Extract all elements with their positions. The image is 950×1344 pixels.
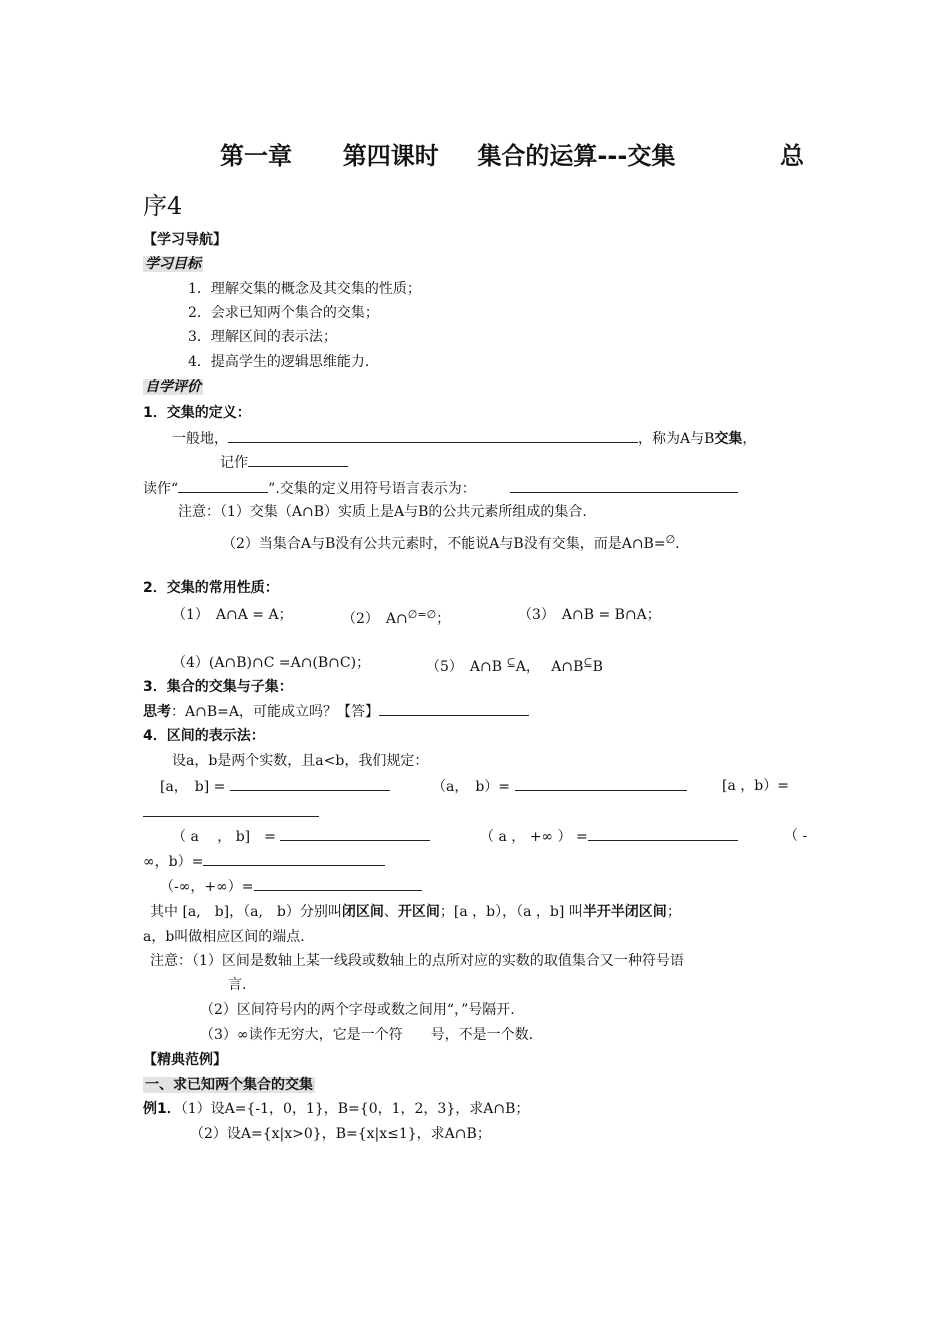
s4-names-g: ； (666, 904, 681, 920)
title-chapter: 第一章 (220, 142, 292, 170)
s2-p2-c: ； (436, 611, 451, 627)
ex1-label: 例1． (143, 1101, 181, 1117)
s4-names (150, 902, 681, 922)
self-eval-heading: 自学评价 (145, 379, 201, 395)
blank-definition[interactable] (228, 428, 638, 443)
title-total-prefix: 总 (780, 142, 804, 170)
s1-line1 (172, 428, 756, 449)
s3-think-label: 思考 (143, 704, 171, 720)
s4-r4 (172, 826, 430, 847)
s4-r6b-label: ∞，b）= (143, 854, 204, 870)
page-title (220, 136, 675, 171)
s1-line1-d: ， (742, 431, 757, 447)
s1-line3-a: 读作“ (143, 481, 179, 497)
objective-3: 3．理解区间的表示法； (188, 329, 337, 345)
blank-closed-interval[interactable] (230, 776, 390, 791)
s4-r5 (480, 826, 738, 847)
s4-note1b: 言. (228, 977, 247, 993)
s1-line3 (143, 478, 738, 499)
s1-line1-c: 交集 (714, 431, 743, 447)
blank-a-to-inf[interactable] (588, 826, 738, 841)
objectives-heading: 学习目标 (145, 256, 201, 272)
s1-note1: 注意：（1）交集（A∩B）实质上是A与B的公共元素所组成的集合. (178, 504, 587, 520)
s2-p2-a: （2） A∩ (342, 611, 408, 627)
s2-heading: 2．交集的常用性质： (143, 580, 279, 596)
s1-line3-b: ”.交集的定义用符号语言表示为： (268, 481, 476, 497)
blank-reading[interactable] (178, 478, 268, 493)
s2-p2 (342, 605, 450, 629)
title-total-suffix: 序4 (143, 192, 183, 220)
s4-names-c: 、 (383, 904, 398, 920)
title-lesson: 第四课时 (342, 142, 439, 170)
s1-heading: 1．交集的定义： (143, 405, 251, 421)
s4-r5-label: （ a ， +∞ ） = (480, 829, 588, 845)
s1-line2-label: 记作 (220, 455, 248, 471)
s3-heading: 3．集合的交集与子集： (143, 679, 293, 695)
s2-p3: （3） A∩B = B∩A； (518, 607, 661, 623)
s4-r7-label: （-∞，+∞）= (160, 879, 254, 895)
blank-symbolic[interactable] (510, 478, 738, 493)
s4-r3-blank-line (143, 802, 319, 823)
blank-half-open-right[interactable] (280, 826, 430, 841)
s1-line1-a: 一般地， (172, 431, 228, 447)
s2-p4: （4）(A∩B)∩C =A∩(B∩C)； (172, 655, 371, 671)
s2-p5 (426, 653, 603, 677)
s4-r2-label: （a， b）= (432, 779, 515, 795)
blank-neg-inf-to-b[interactable] (203, 851, 385, 866)
s4-names-a: 其中 [a, b]，（a, b）分别叫 (150, 904, 342, 920)
s4-note2: （2）区间符号内的两个字母或数之间用“，”号隔开. (200, 1002, 515, 1018)
nav-heading: 【学习导航】 (143, 232, 227, 248)
section1-heading: 一、求已知两个集合的交集 (145, 1077, 313, 1093)
objective-4: 4．提高学生的逻辑思维能力. (188, 354, 370, 370)
s4-names2: a，b叫做相应区间的端点. (143, 929, 305, 945)
s2-p5-c: B (592, 659, 603, 675)
ex1-line1 (143, 1099, 529, 1119)
objective-2: 2．会求已知两个集合的交集； (188, 305, 379, 321)
s1-note2 (222, 530, 680, 554)
ex1-part2: （2）设A={x|x>0}，B={x|x≤1}，求A∩B； (190, 1126, 491, 1142)
empty-set-icon: ∅ (407, 608, 418, 621)
examples-heading: 【精典范例】 (143, 1052, 227, 1068)
s4-names-e: ；[a ，b），（a ，b] 叫 (439, 904, 583, 920)
objective-1: 1．理解交集的概念及其交集的性质； (188, 281, 421, 297)
ex1-part1: （1）设A={-1，0，1}，B={0，1，2，3}，求A∩B； (180, 1101, 530, 1117)
blank-all-reals[interactable] (254, 876, 422, 891)
s4-heading: 4．区间的表示法： (143, 728, 265, 744)
s2-p1: （1） A∩A = A； (172, 607, 293, 623)
s4-r1 (160, 776, 390, 797)
blank-half-open-left[interactable] (143, 802, 319, 817)
subset-icon: ⊆ (583, 656, 593, 669)
s1-line2 (220, 452, 348, 473)
s1-note2-b: . (675, 536, 680, 552)
s4-names-d: 开区间 (397, 904, 440, 920)
subset-icon: ⊆ (506, 656, 516, 669)
empty-set-icon: ∅ (665, 533, 676, 546)
s4-r3: [a ，b）= (722, 778, 789, 794)
title-topic: 集合的运算---交集 (477, 142, 676, 170)
s3-think-text: ：A∩B=A，可能成立吗？【答】 (171, 704, 379, 720)
s4-names-f: 半开半闭区间 (582, 904, 667, 920)
empty-set-icon: ∅ (426, 608, 437, 621)
s2-p5-b: A， A∩B (515, 659, 584, 675)
s4-note1: 注意：（1）区间是数轴上某一线段或数轴上的点所对应的实数的取值集合又一种符号语 (150, 953, 684, 969)
s4-intro: 设a，b是两个实数，且a<b，我们规定： (172, 753, 429, 769)
s1-note2-a: （2）当集合A与B没有公共元素时，不能说A与B没有交集，而是A∩B= (222, 536, 666, 552)
s1-line1-b: ，称为A与B (638, 431, 715, 447)
s2-p5-a: （5） A∩B (426, 659, 507, 675)
s4-r6a: （ - (784, 828, 808, 844)
s4-names-b: 闭区间 (341, 904, 384, 920)
s4-r4-label: （ a ， b] = (172, 829, 281, 845)
s2-p2-b: = (417, 608, 427, 621)
s4-r7 (160, 876, 422, 897)
blank-open-interval[interactable] (515, 776, 687, 791)
blank-answer[interactable] (379, 701, 529, 716)
s3-think (143, 701, 529, 722)
s4-r2 (432, 776, 687, 797)
s4-note3: （3）∞读作无穷大，它是一个符 号，不是一个数. (200, 1027, 534, 1043)
s4-r1-label: [a， b] = (160, 779, 230, 795)
blank-notation[interactable] (248, 452, 348, 467)
s4-r6b (143, 851, 385, 872)
